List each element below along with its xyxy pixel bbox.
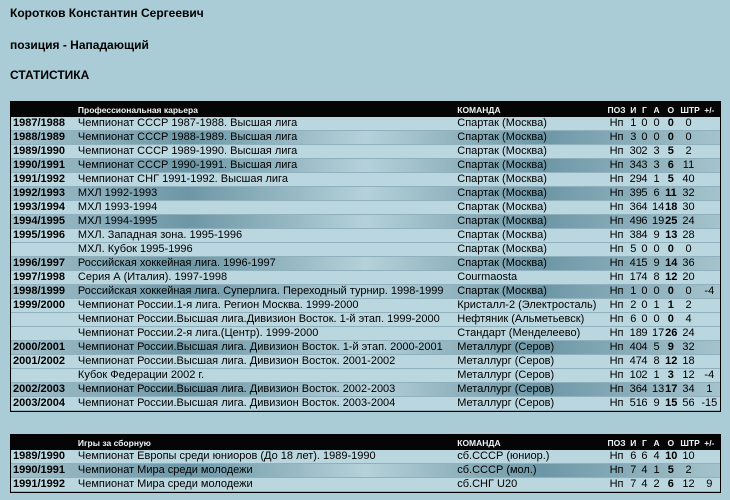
table-row	[11, 145, 720, 159]
plus-minus-cell	[699, 159, 720, 173]
goals-cell: 6	[639, 215, 650, 229]
league-cell: МХЛ 1992-1993	[76, 187, 455, 201]
season-cell: 1988/1989	[11, 131, 76, 145]
header-pim: ШТР	[678, 102, 698, 117]
penalty-minutes-cell: 24	[678, 215, 698, 229]
table-row	[11, 355, 720, 369]
assists-cell: 0	[650, 313, 663, 327]
goals-cell: 6	[639, 450, 650, 464]
goals-cell: 5	[639, 257, 650, 271]
header-pts: О	[663, 102, 678, 117]
league-cell: Чемпионат России.Высшая лига. Дивизион Восток. 2001-2002	[76, 355, 455, 369]
team-cell: Кристалл-2 (Электросталь)	[455, 299, 605, 313]
goals-cell: 0	[639, 243, 650, 257]
pos-cell: Нп	[605, 285, 627, 299]
pos-cell: Нп	[605, 299, 627, 313]
header-a: А	[650, 102, 663, 117]
points-cell: 12	[665, 271, 678, 283]
season-cell: 1990/1991	[11, 159, 76, 173]
assists-cell: 9	[650, 257, 663, 271]
team-cell: Courmaosta	[455, 271, 605, 285]
career-table	[10, 101, 721, 412]
penalty-minutes-cell: 11	[678, 159, 698, 173]
pos-cell: Нп	[605, 243, 627, 257]
assists-cell: 0	[650, 243, 663, 257]
season-cell: 1992/1993	[11, 187, 76, 201]
pos-cell: Нп	[605, 464, 627, 478]
team-cell: Спартак (Москва)	[455, 257, 605, 271]
table-row	[11, 397, 720, 411]
header-g: Г	[639, 102, 650, 117]
penalty-minutes-cell: 24	[678, 327, 698, 341]
team-cell: сб.СНГ U20	[455, 478, 605, 492]
points-cell: 9	[663, 341, 678, 355]
league-cell: Чемпионат СССР 1989-1990. Высшая лига	[76, 145, 455, 159]
points-cell: 5	[663, 173, 678, 187]
goals-cell: 4	[639, 355, 650, 369]
pos-cell: Нп	[605, 159, 627, 173]
header-pts: О	[663, 435, 678, 450]
games-cell: 6	[628, 450, 639, 464]
games-cell: 51	[629, 397, 642, 409]
goals-cell: 4	[639, 478, 650, 492]
assists-cell: 8	[650, 355, 663, 369]
pos-cell: Нп	[605, 187, 627, 201]
games-cell: 47	[629, 355, 642, 367]
points-cell: 12	[665, 355, 678, 367]
games-cell: 38	[629, 229, 642, 241]
league-cell: Чемпионат России.Высшая лига.Дивизион Восток. 1-й этап. 1999-2000	[76, 313, 455, 327]
plus-minus-cell: 1	[699, 383, 720, 397]
header-team: КОМАНДА	[455, 435, 605, 450]
assists-cell: 9	[650, 397, 663, 411]
points-cell: 0	[663, 285, 678, 299]
penalty-minutes-cell: 0	[678, 285, 698, 299]
pos-cell: Нп	[605, 313, 627, 327]
season-cell	[11, 327, 76, 341]
points-cell: 10	[665, 450, 678, 462]
plus-minus-cell	[699, 173, 720, 187]
team-cell: Спартак (Москва)	[455, 173, 605, 187]
penalty-minutes-cell: 20	[678, 271, 698, 285]
league-cell: Серия А (Италия). 1997-1998	[76, 271, 455, 285]
assists-cell: 8	[650, 271, 663, 285]
league-cell: МХЛ 1994-1995	[76, 215, 455, 229]
points-cell: 26	[665, 327, 678, 339]
penalty-minutes-cell: 12	[678, 369, 698, 383]
header-league: Профессиональная карьера	[76, 102, 455, 117]
games-cell: 2	[628, 299, 639, 313]
team-cell: Нефтяник (Альметьевск)	[455, 313, 605, 327]
plus-minus-cell	[699, 257, 720, 271]
penalty-minutes-cell: 0	[678, 131, 698, 145]
team-cell: Металлург (Серов)	[455, 397, 605, 411]
goals-cell: 0	[639, 299, 650, 313]
assists-cell: 1	[650, 464, 663, 478]
pos-cell: Нп	[605, 369, 627, 383]
pos-cell: Нп	[605, 257, 627, 271]
season-cell: 2000/2001	[11, 341, 76, 355]
team-cell: Спартак (Москва)	[455, 187, 605, 201]
table-row	[11, 369, 720, 383]
plus-minus-cell	[699, 327, 720, 341]
pos-cell: Нп	[605, 117, 627, 131]
goals-cell: 0	[639, 131, 650, 145]
assists-cell: 1	[650, 369, 663, 383]
pos-cell: Нп	[605, 341, 627, 355]
penalty-minutes-cell: 40	[678, 173, 698, 187]
team-cell: Металлург (Серов)	[455, 369, 605, 383]
goals-cell: 4	[639, 229, 650, 243]
season-cell: 1998/1999	[11, 285, 76, 299]
assists-cell: 6	[650, 187, 663, 201]
table-row	[11, 243, 720, 257]
header-gp: И	[628, 435, 639, 450]
header-pm: +/-	[699, 435, 720, 450]
season-cell: 1987/1988	[11, 117, 76, 131]
penalty-minutes-cell: 36	[678, 257, 698, 271]
penalty-minutes-cell: 28	[678, 229, 698, 243]
season-cell: 1999/2000	[11, 299, 76, 313]
goals-cell: 4	[639, 464, 650, 478]
penalty-minutes-cell: 18	[678, 355, 698, 369]
plus-minus-cell	[699, 464, 720, 478]
assists-cell: 14	[651, 201, 665, 213]
season-cell: 1991/1992	[11, 173, 76, 187]
assists-cell: 3	[650, 159, 663, 173]
assists-cell: 19	[651, 215, 665, 227]
games-cell: 39	[629, 187, 642, 199]
points-cell: 3	[663, 369, 678, 383]
table-row	[11, 131, 720, 145]
header-season	[11, 102, 76, 117]
header-g: Г	[639, 435, 650, 450]
penalty-minutes-cell: 12	[678, 478, 698, 492]
league-cell: Чемпионат России.1-я лига. Регион Москва. 1999-2000	[76, 299, 455, 313]
assists-cell: 0	[650, 117, 663, 131]
plus-minus-cell	[699, 131, 720, 145]
national-team-table	[10, 434, 721, 493]
plus-minus-cell: -4	[699, 369, 720, 383]
league-cell: Кубок Федерации 2002 г.	[76, 369, 455, 383]
plus-minus-cell: -4	[699, 285, 720, 299]
points-cell: 0	[663, 131, 678, 145]
pos-cell: Нп	[605, 131, 627, 145]
games-cell: 49	[629, 215, 642, 227]
team-cell: Спартак (Москва)	[455, 243, 605, 257]
penalty-minutes-cell: 2	[678, 299, 698, 313]
plus-minus-cell	[699, 201, 720, 215]
points-cell: 6	[663, 478, 678, 492]
plus-minus-cell	[699, 450, 720, 464]
points-cell: 11	[665, 187, 677, 199]
plus-minus-cell	[699, 341, 720, 355]
penalty-minutes-cell: 0	[678, 243, 698, 257]
penalty-minutes-cell: 56	[678, 397, 698, 411]
table-row	[11, 478, 720, 492]
games-cell: 5	[628, 243, 639, 257]
plus-minus-cell	[699, 229, 720, 243]
points-cell: 25	[665, 215, 678, 227]
national-header-row	[11, 435, 720, 450]
pos-cell: Нп	[605, 145, 627, 159]
table-row	[11, 327, 720, 341]
games-cell: 7	[628, 478, 639, 492]
pos-cell: Нп	[605, 229, 627, 243]
goals-cell: 0	[639, 285, 650, 299]
plus-minus-cell	[699, 187, 720, 201]
league-cell: Российская хоккейная лига. 1996-1997	[76, 257, 455, 271]
league-cell: МХЛ. Западная зона. 1995-1996	[76, 229, 455, 243]
team-cell: Спартак (Москва)	[455, 159, 605, 173]
games-cell: 3	[628, 131, 639, 145]
goals-cell: 9	[639, 327, 650, 341]
plus-minus-cell	[699, 145, 720, 159]
header-a: А	[650, 435, 663, 450]
table-row	[11, 173, 720, 187]
assists-cell: 5	[650, 341, 663, 355]
table-row	[11, 299, 720, 313]
season-cell: 1991/1992	[11, 478, 76, 492]
table-row	[11, 383, 720, 397]
table-row	[11, 313, 720, 327]
header-pim: ШТР	[678, 435, 698, 450]
team-cell: Спартак (Москва)	[455, 201, 605, 215]
table-row	[11, 201, 720, 215]
team-cell: Металлург (Серов)	[455, 383, 605, 397]
points-cell: 0	[663, 243, 678, 257]
goals-cell: 5	[639, 187, 650, 201]
points-cell: 15	[665, 397, 678, 409]
team-cell: Спартак (Москва)	[455, 117, 605, 131]
header-pm: +/-	[699, 102, 720, 117]
goals-cell: 4	[639, 383, 650, 397]
games-cell: 17	[629, 271, 642, 283]
table-row	[11, 271, 720, 285]
season-cell: 1994/1995	[11, 215, 76, 229]
points-cell: 13	[665, 229, 678, 241]
league-cell: МХЛ 1993-1994	[76, 201, 455, 215]
points-cell: 5	[663, 464, 678, 478]
goals-cell: 4	[639, 173, 650, 187]
table-row	[11, 341, 720, 355]
table-row	[11, 285, 720, 299]
penalty-minutes-cell: 2	[678, 464, 698, 478]
team-cell: Спартак (Москва)	[455, 229, 605, 243]
league-cell: Чемпионат России.Высшая лига. Дивизион Восток. 1-й этап. 2000-2001	[76, 341, 455, 355]
table-row	[11, 117, 720, 131]
season-cell	[11, 313, 76, 327]
assists-cell: 1	[650, 173, 663, 187]
league-cell: Чемпионат России.2-я лига.(Центр). 1999-2000	[76, 327, 455, 341]
league-cell: Чемпионат СССР 1990-1991. Высшая лига	[76, 159, 455, 173]
games-cell: 41	[629, 257, 642, 269]
season-cell: 1990/1991	[11, 464, 76, 478]
points-cell: 18	[665, 201, 678, 213]
team-cell: Спартак (Москва)	[455, 145, 605, 159]
season-cell: 2003/2004	[11, 397, 76, 411]
assists-cell: 4	[650, 450, 663, 464]
plus-minus-cell: 9	[699, 478, 720, 492]
league-cell: Чемпионат Мира среди молодежи	[76, 464, 455, 478]
assists-cell: 1	[650, 299, 663, 313]
pos-cell: Нп	[605, 173, 627, 187]
stats-heading: СТАТИСТИКА	[10, 68, 90, 82]
pos-cell: Нп	[605, 201, 627, 215]
team-cell: Спартак (Москва)	[455, 215, 605, 229]
plus-minus-cell	[699, 271, 720, 285]
points-cell: 17	[665, 383, 678, 395]
league-cell: Чемпионат России.Высшая лига. Дивизион Восток. 2002-2003	[76, 383, 455, 397]
plus-minus-cell	[699, 299, 720, 313]
goals-cell: 4	[639, 341, 650, 355]
games-cell: 10	[629, 369, 642, 381]
table-row	[11, 159, 720, 173]
season-cell: 1995/1996	[11, 229, 76, 243]
games-cell: 6	[628, 313, 639, 327]
goals-cell: 0	[639, 313, 650, 327]
season-cell: 1993/1994	[11, 201, 76, 215]
header-pos: ПОЗ	[605, 435, 627, 450]
season-cell	[11, 369, 76, 383]
table-row	[11, 229, 720, 243]
penalty-minutes-cell: 4	[678, 313, 698, 327]
pos-cell: Нп	[605, 327, 627, 341]
league-cell: Чемпионат СНГ 1991-1992. Высшая лига	[76, 173, 455, 187]
team-cell: сб.СССР (юниор.)	[455, 450, 605, 464]
penalty-minutes-cell: 32	[678, 187, 698, 201]
table-row	[11, 187, 720, 201]
penalty-minutes-cell: 30	[678, 201, 698, 215]
games-cell: 34	[629, 159, 642, 171]
pos-cell: Нп	[605, 397, 627, 411]
games-cell: 30	[629, 145, 642, 157]
pos-cell: Нп	[605, 355, 627, 369]
season-cell: 1989/1990	[11, 145, 76, 159]
header-team: КОМАНДА	[455, 102, 605, 117]
season-cell: 2002/2003	[11, 383, 76, 397]
team-cell: Стандарт (Менделеево)	[455, 327, 605, 341]
penalty-minutes-cell: 10	[678, 450, 698, 464]
assists-cell: 2	[650, 478, 663, 492]
league-cell: Чемпионат Мира среди молодежи	[76, 478, 455, 492]
season-cell: 2001/2002	[11, 355, 76, 369]
league-cell: Чемпионат СССР 1987-1988. Высшая лига	[76, 117, 455, 131]
goals-cell: 2	[639, 369, 650, 383]
pos-cell: Нп	[605, 450, 627, 464]
penalty-minutes-cell: 2	[678, 145, 698, 159]
league-cell: Чемпионат Европы среди юниоров (До 18 лет). 1989-1990	[76, 450, 455, 464]
table-row	[11, 450, 720, 464]
team-cell: Спартак (Москва)	[455, 285, 605, 299]
games-cell: 40	[629, 341, 642, 353]
games-cell: 7	[628, 464, 639, 478]
season-cell: 1997/1998	[11, 271, 76, 285]
points-cell: 0	[663, 117, 678, 131]
games-cell: 1	[628, 117, 639, 131]
goals-cell: 4	[639, 201, 650, 215]
plus-minus-cell	[699, 117, 720, 131]
assists-cell: 0	[650, 131, 663, 145]
assists-cell: 3	[650, 145, 663, 159]
header-league: Игры за сборную	[76, 435, 455, 450]
table-row	[11, 215, 720, 229]
league-cell: МХЛ. Кубок 1995-1996	[76, 243, 455, 257]
points-cell: 6	[663, 159, 678, 173]
plus-minus-cell	[699, 313, 720, 327]
penalty-minutes-cell: 0	[678, 117, 698, 131]
goals-cell: 3	[639, 159, 650, 173]
games-cell: 36	[629, 201, 642, 213]
team-cell: Металлург (Серов)	[455, 341, 605, 355]
penalty-minutes-cell: 32	[678, 341, 698, 355]
plus-minus-cell	[699, 355, 720, 369]
season-cell: 1989/1990	[11, 450, 76, 464]
team-cell: сб.СССР (мол.)	[455, 464, 605, 478]
goals-cell: 0	[639, 117, 650, 131]
career-header-row	[11, 102, 720, 117]
league-cell: Чемпионат России.Высшая лига. Дивизион Восток. 2003-2004	[76, 397, 455, 411]
header-season	[11, 435, 76, 450]
league-cell: Российская хоккейная лига. Суперлига. Переходный турнир. 1998-1999	[76, 285, 455, 299]
assists-cell: 9	[650, 229, 663, 243]
plus-minus-cell: -15	[699, 397, 720, 411]
games-cell: 29	[629, 173, 642, 185]
team-cell: Металлург (Серов)	[455, 355, 605, 369]
pos-cell: Нп	[605, 215, 627, 229]
season-cell	[11, 243, 76, 257]
games-cell: 36	[629, 383, 642, 395]
goals-cell: 4	[639, 271, 650, 285]
points-cell: 1	[663, 299, 678, 313]
header-pos: ПОЗ	[605, 102, 627, 117]
points-cell: 0	[663, 313, 678, 327]
table-row	[11, 257, 720, 271]
points-cell: 14	[665, 257, 678, 269]
pos-cell: Нп	[605, 383, 627, 397]
games-cell: 1	[628, 285, 639, 299]
pos-cell: Нп	[605, 271, 627, 285]
table-row	[11, 464, 720, 478]
league-cell: Чемпионат СССР 1988-1989. Высшая лига	[76, 131, 455, 145]
season-cell: 1996/1997	[11, 257, 76, 271]
assists-cell: 17	[651, 327, 665, 339]
games-cell: 18	[629, 327, 642, 339]
penalty-minutes-cell: 34	[678, 383, 698, 397]
goals-cell: 2	[639, 145, 650, 159]
assists-cell: 0	[650, 285, 663, 299]
player-position: позиция - Нападающий	[10, 38, 149, 52]
goals-cell: 6	[639, 397, 650, 411]
team-cell: Спартак (Москва)	[455, 131, 605, 145]
points-cell: 5	[663, 145, 678, 159]
plus-minus-cell	[699, 215, 720, 229]
pos-cell: Нп	[605, 478, 627, 492]
player-name: Коротков Константин Сергеевич	[10, 6, 204, 20]
assists-cell: 13	[651, 383, 665, 395]
header-gp: И	[628, 102, 639, 117]
plus-minus-cell	[699, 243, 720, 257]
